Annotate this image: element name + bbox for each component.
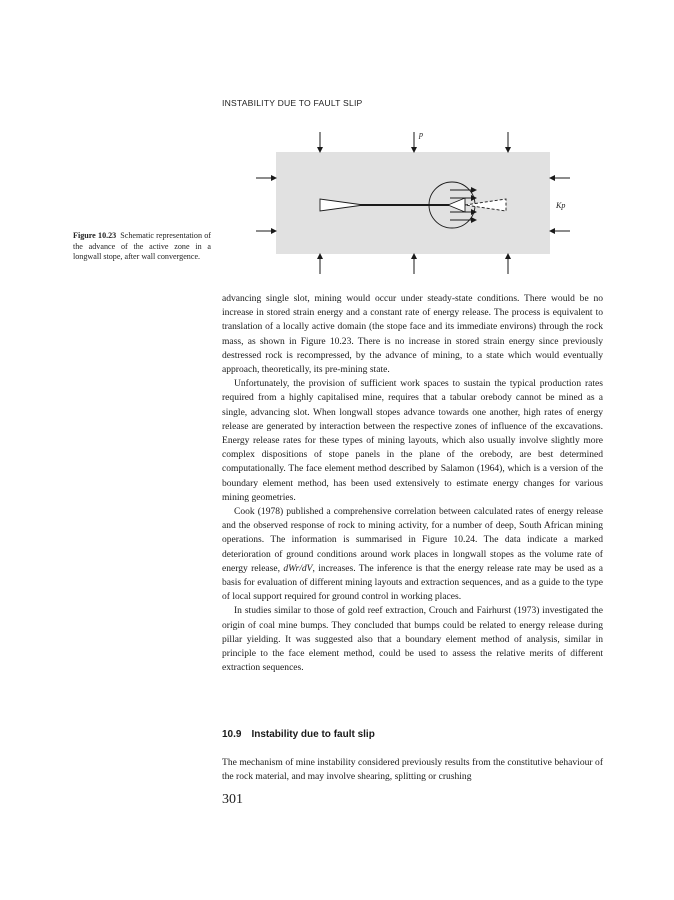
load-label-p: p xyxy=(419,130,423,139)
paragraph: Unfortunately, the provision of sufficient work spaces to sustain the typical production rates required from a highly capitalised mine, requires that a tabular orebody cannot be mined as a single, advancing slot. When longwall stopes advance towards one another, high rates of energy release are generated by interaction between the respective zones of influence of the excavations. Energy release rates for these types of mining layouts, which also usually involve slightly more complex dispositions of stope panels in the plane of the orebody, are best determined computationally. The face element method described by Salamon (1964), which is a version of the boundary element method, has been used extensively to estimate energy changes for various mining geometries. xyxy=(222,378,603,503)
running-head: INSTABILITY DUE TO FAULT SLIP xyxy=(222,98,363,108)
figure-caption-label: Figure 10.23 xyxy=(73,231,117,240)
paragraph-text: Cook (1978) published a comprehensive correlation between calculated rates of energy release and the observed response of rock to mining activity, for a number of deep, South African mining operations. The information is summarised in Figure 10.24. The data indicate a marked deterioration of ground conditions around work places in longwall stopes as the volume rate of energy release, xyxy=(222,506,603,574)
paragraph: In studies similar to those of gold reef extraction, Crouch and Fairhurst (1973) investigated the origin of coal mine bumps. They concluded that bumps could be related to energy release during pillar yielding. It was suggested also that a boundary element method of analysis, similar in principle to the face element method, could be used to assess the relative merits of different extraction sequences. xyxy=(222,605,603,674)
figure-caption-text: Schematic representation of the advance of the active zone in a longwall stope, after wall convergence. xyxy=(73,231,212,262)
paragraph: The mechanism of mine instability considered previously results from the constitutive behaviour of the rock material, and may involve shearing, splitting or crushing xyxy=(222,757,603,783)
rock-mass-block xyxy=(276,152,550,254)
section-heading xyxy=(222,729,375,740)
paragraph xyxy=(222,505,603,604)
paragraph: advancing single slot, mining would occur under steady-state conditions. There would be no increase in stored strain energy and a constant rate of energy release. The process is equivalent to translation of a locally active domain (the stope face and its immediate environs) through the rock mass, as shown in Figure 10.23. There is no increase in stored strain energy since previously destressed rock is recompressed, by the advance of mining, to a state which would eventually approach, theoretically, its pre-mining state. xyxy=(222,293,603,376)
paragraph-text: , increases. The inference is that the energy release rate may be used as a basis for evaluation of different mining layouts and extraction sequences, and as a guide to the type of local support required for ground control in working places. xyxy=(222,562,603,603)
section-body xyxy=(222,756,603,784)
page-number: 301 xyxy=(222,792,243,807)
figure-caption xyxy=(73,231,211,263)
load-label-kp: Kp xyxy=(556,201,566,210)
body-text xyxy=(222,292,603,675)
section-number: 10.9 xyxy=(222,729,242,740)
energy-release-formula: dWr/dV xyxy=(283,562,313,574)
figure-10-23-schematic xyxy=(250,128,585,288)
section-title: Instability due to fault slip xyxy=(251,729,375,740)
